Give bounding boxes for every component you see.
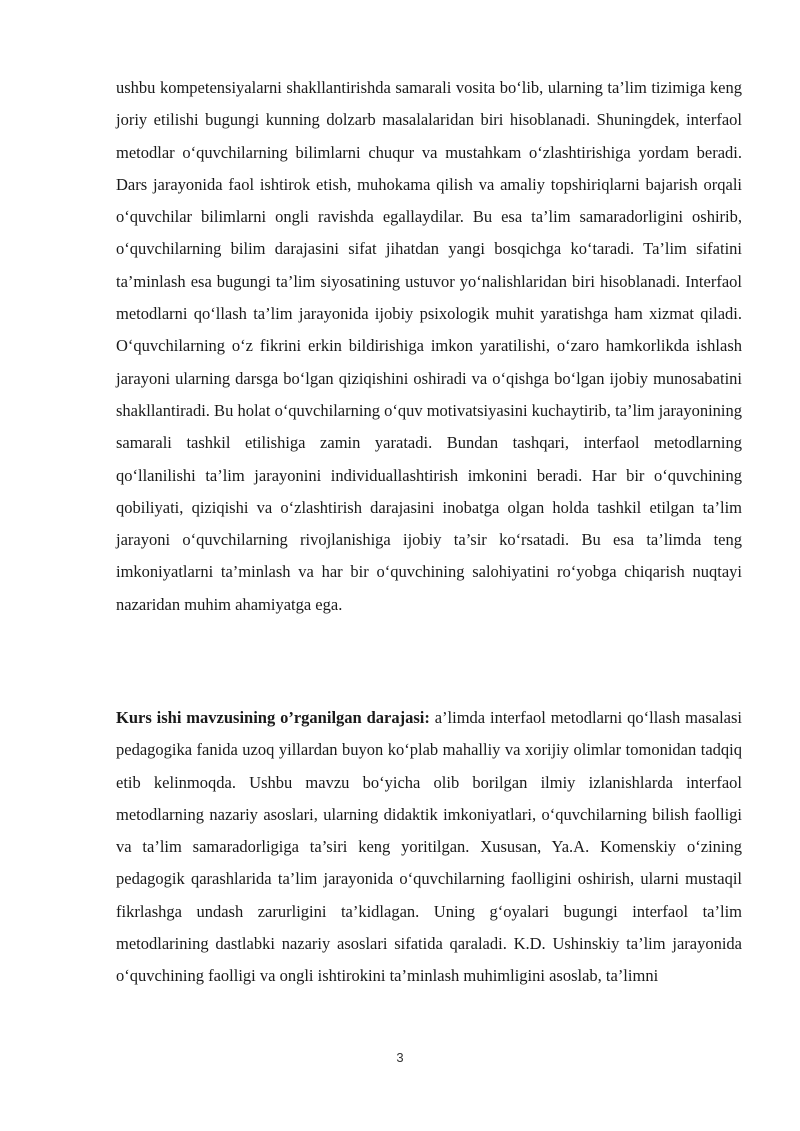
- body-paragraph-2: [116, 702, 742, 993]
- section-heading-inline: Kurs ishi mavzusining o’rganilgan darajasi:: [116, 708, 430, 727]
- body-paragraph-2-text: a’limda interfaol metodlarni qo‘llash masalasi pedagogika fanida uzoq yillardan buyon ko‘plab mahalliy va xorijiy olimlar tomonidan tadqiq etib kelinmoqda. Ushbu mavzu bo‘yicha olib borilgan ilmiy izlanishlarda interfaol metodlarning nazariy asoslari, ularning didaktik imkoniyatlari, o‘quvchilarning bilish faolligi va ta’lim samaradorligiga ta’siri keng yoritilgan. Xususan, Ya.A. Komenskiy o‘zining pedagogik qarashlarida ta’lim jarayonida o‘quvchilarning faolligini oshirish, ularni mustaqil fikrlashga undash zarurligini ta’kidlagan. Uning g‘oyalari bugungi interfaol ta’lim metodlarining dastlabki nazariy asoslari sifatida qaraladi. K.D. Ushinskiy ta’lim jarayonida o‘quvchining faolligi va ongli ishtirokini ta’minlash muhimligini asoslab, ta’limni: [116, 708, 742, 986]
- body-paragraph-1: ushbu kompetensiyalarni shakllantirishda samarali vosita bo‘lib, ularning ta’lim tizimiga keng joriy etilishi bugungi kunning dolzarb masalalaridan biri hisoblanadi. Shuningdek, interfaol metodlar o‘quvchilarning bilimlarni chuqur va mustahkam o‘zlashtirishiga yordam beradi. Dars jarayonida faol ishtirok etish, muhokama qilish va amaliy topshiriqlarni bajarish orqali o‘quvchilar bilimlarni ongli ravishda egallaydilar. Bu esa ta’lim samaradorligini oshirib, o‘quvchilarning bilim darajasini sifat jihatdan yangi bosqichga ko‘taradi. Ta’lim sifatini ta’minlash esa bugungi ta’lim siyosatining ustuvor yo‘nalishlaridan biri hisoblanadi. Interfaol metodlarni qo‘llash ta’lim jarayonida ijobiy psixologik muhit yaratishga ham xizmat qiladi. O‘quvchilarning o‘z fikrini erkin bildirishiga imkon yaratilishi, o‘zaro hamkorlikda ishlash jarayoni ularning darsga bo‘lgan qiziqishini oshiradi va o‘qishga bo‘lgan ijobiy munosabatini shakllantiradi. Bu holat o‘quvchilarning o‘quv motivatsiyasini kuchaytirib, ta’lim jarayonining samarali tashkil etilishiga zamin yaratadi. Bundan tashqari, interfaol metodlarning qo‘llanilishi ta’lim jarayonini individuallashtirish imkonini beradi. Har bir o‘quvchining qobiliyati, qiziqishi va o‘zlashtirish darajasini inobatga olgan holda tashkil etilgan ta’lim jarayoni o‘quvchilarning rivojlanishiga ijobiy ta’sir ko‘rsatadi. Bu esa ta’limda teng imkoniyatlarni ta’minlash va har bir o‘quvchining salohiyatini ro‘yobga chiqarish nuqtayi nazaridan muhim ahamiyatga ega.: [116, 78, 742, 614]
- page-number: 3: [396, 1050, 404, 1065]
